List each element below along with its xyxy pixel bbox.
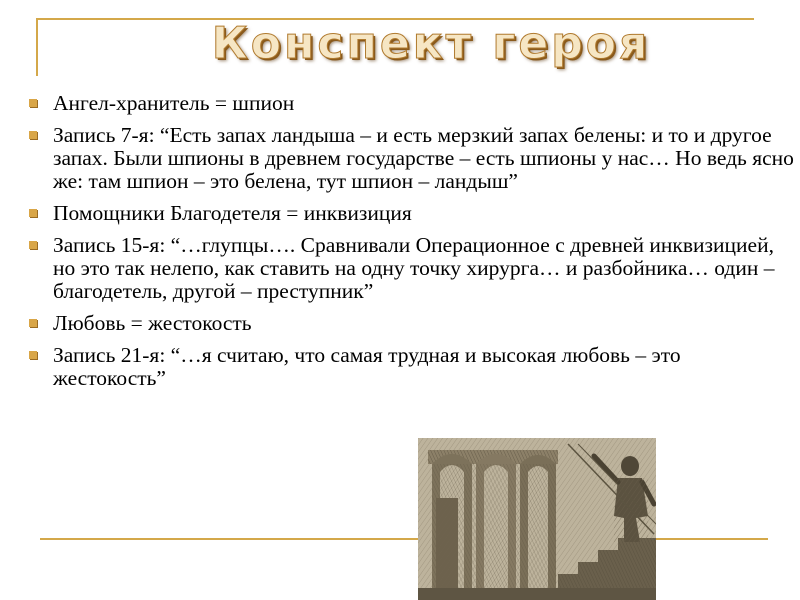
bullet-item (26, 124, 796, 193)
bullet-marker-icon (29, 351, 37, 359)
bullet-text: Любовь = жестокость (53, 311, 252, 335)
bullet-marker-icon (29, 241, 37, 249)
engraving-illustration (418, 438, 656, 600)
bullet-text: Запись 7-я: “Есть запах ландыша – и есть мерзкий запах белены: и то и другое запах. Были шпионы в древнем государстве – есть шпионы у нас… Но ведь ясно же: там шпион – это белена, тут шпион – ландыш” (53, 123, 794, 193)
frame-bottom-rule (40, 538, 768, 540)
bullet-text: Помощники Благодетеля = инквизиция (53, 201, 412, 225)
bullet-marker-icon (29, 99, 37, 107)
bullet-text: Запись 15-я: “…глупцы…. Сравнивали Операционное с древней инквизицией, но это так нелепо, как ставить на одну точку хирурга… и разбойника… один – благодетель, другой – преступник” (53, 233, 775, 303)
bullet-marker-icon (29, 209, 37, 217)
bullet-list (26, 92, 796, 399)
bullet-item (26, 344, 796, 390)
bullet-item (26, 202, 796, 225)
bullet-text: Ангел-хранитель = шпион (53, 91, 295, 115)
bullet-item (26, 234, 796, 303)
engraving-image (418, 438, 656, 600)
bullet-marker-icon (29, 131, 37, 139)
bullet-item (26, 92, 796, 115)
bullet-marker-icon (29, 319, 37, 327)
slide-title: Конспект героя (211, 18, 651, 69)
bullet-text: Запись 21-я: “…я считаю, что самая трудная и высокая любовь – это жестокость” (53, 343, 681, 390)
bullet-item (26, 312, 796, 335)
